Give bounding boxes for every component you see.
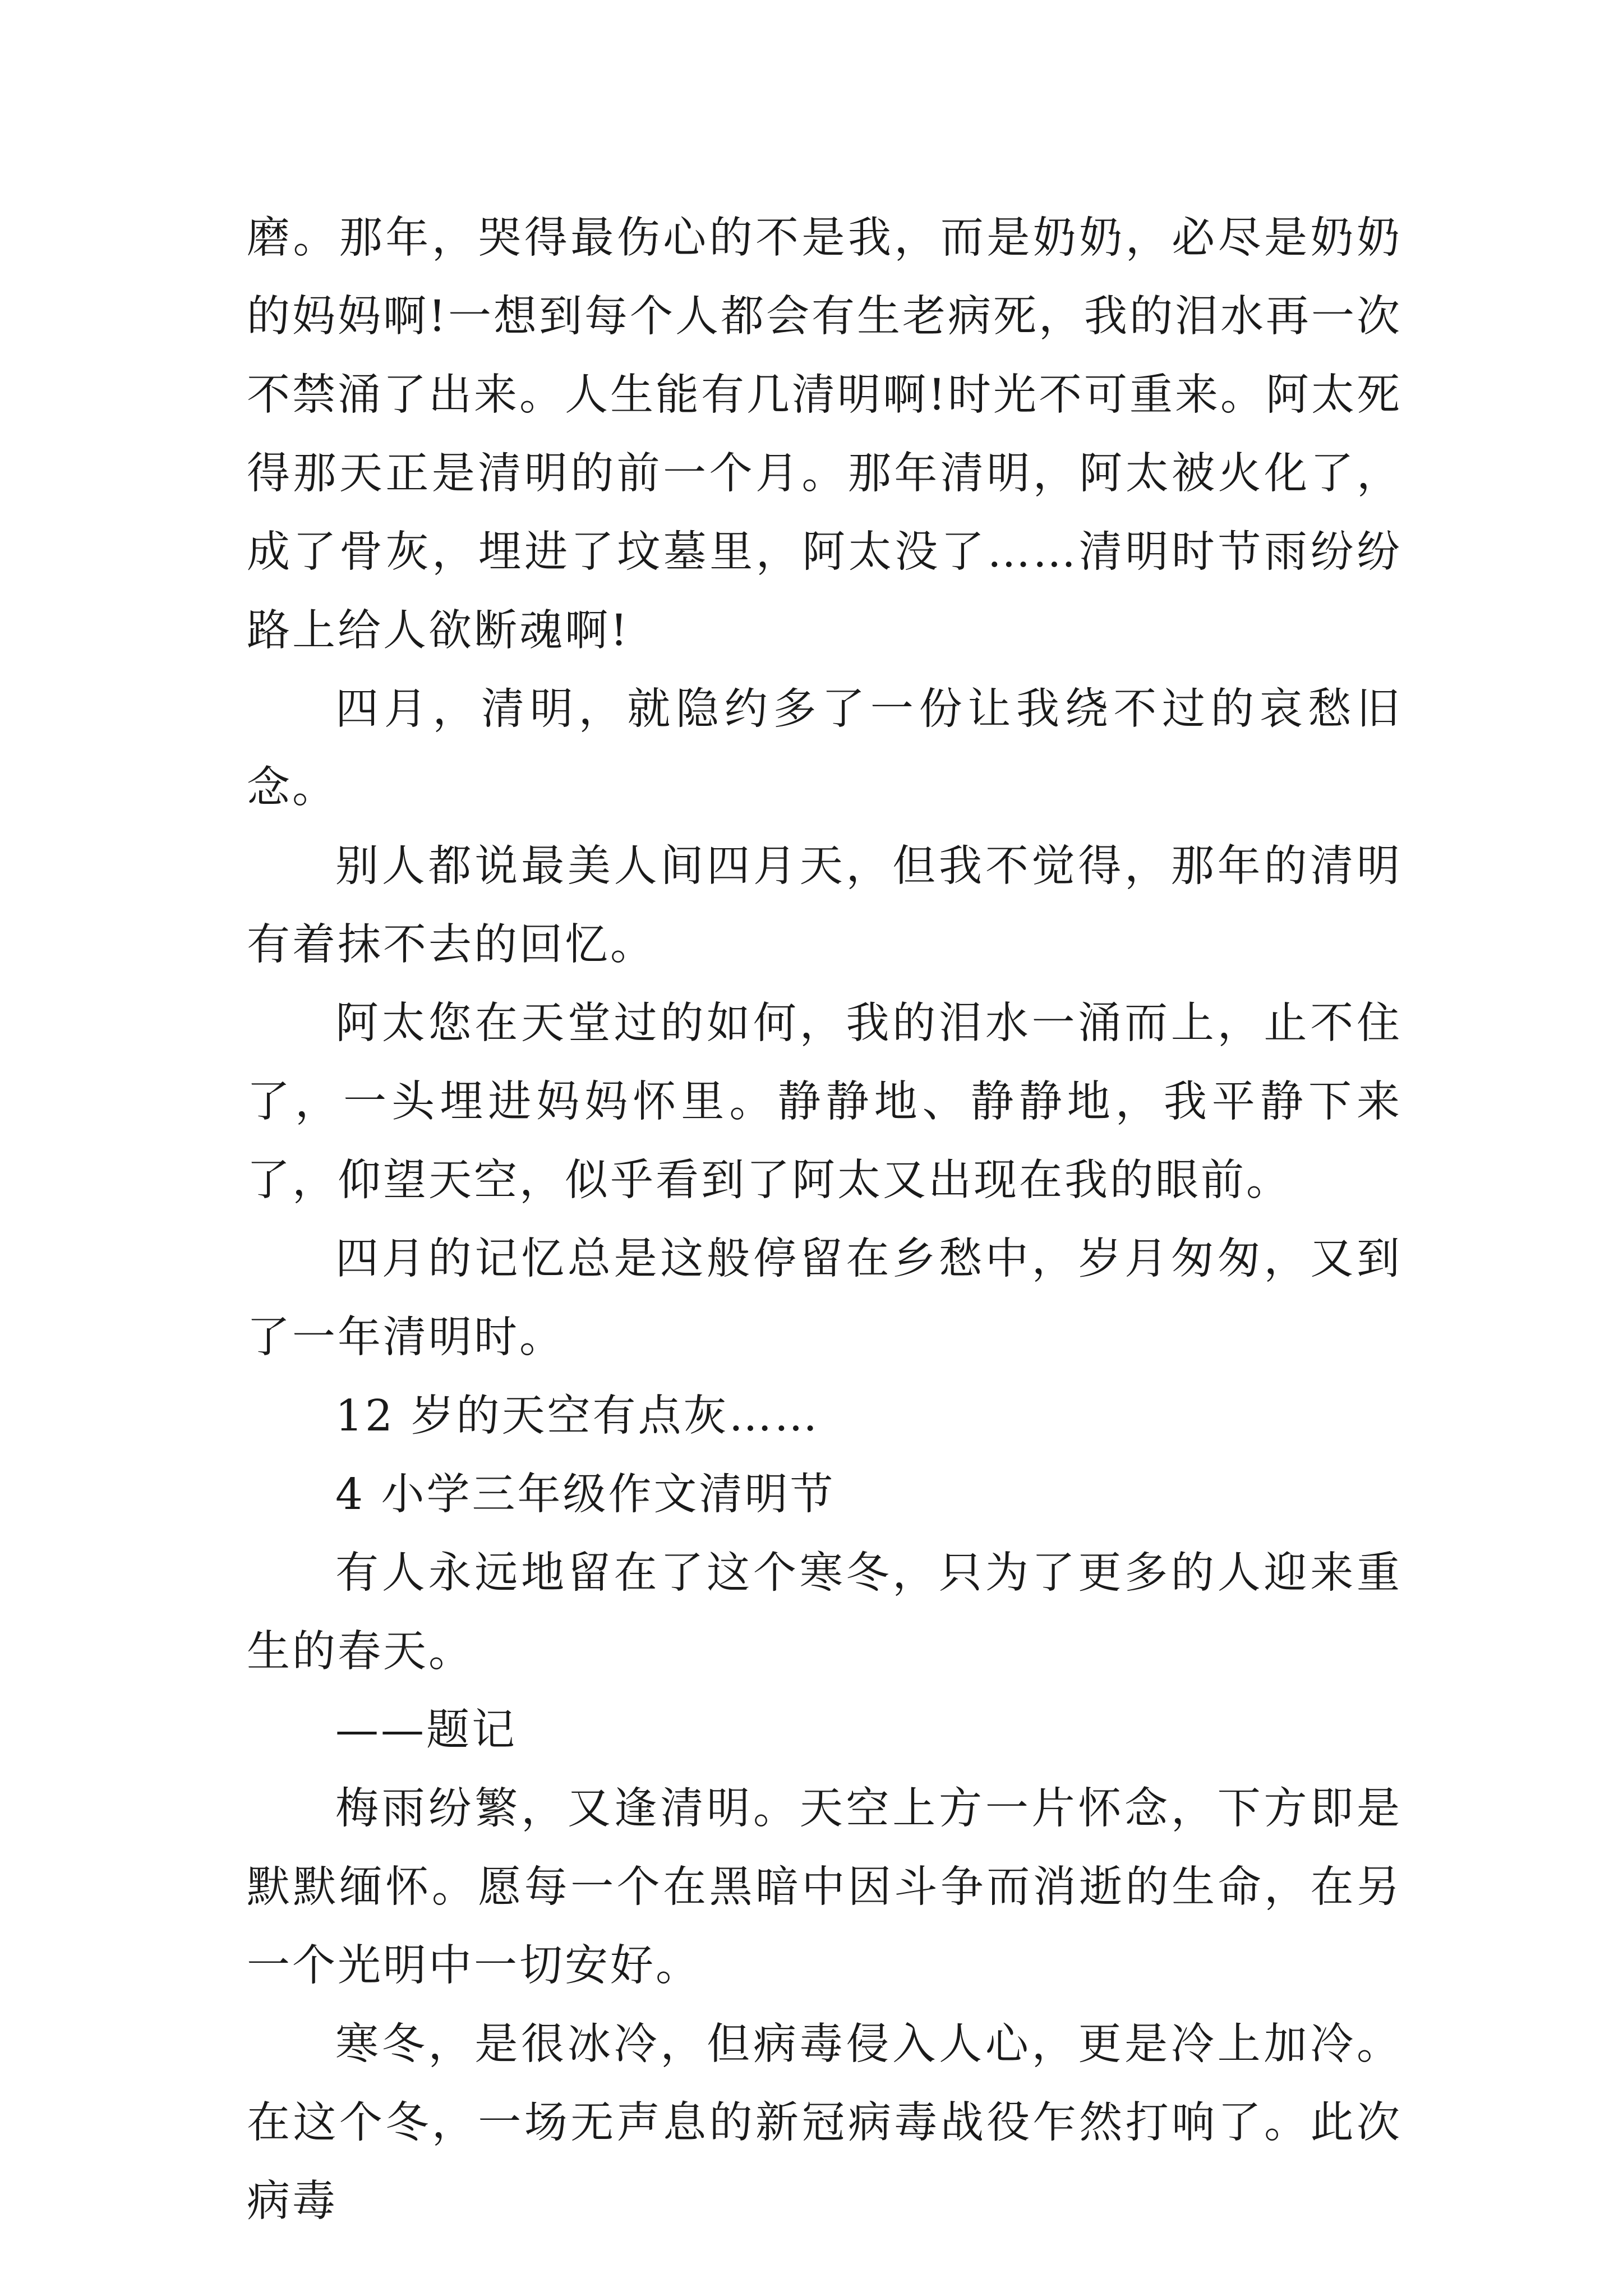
paragraph: 磨。那年，哭得最伤心的不是我，而是奶奶，必尽是奶奶的妈妈啊!一想到每个人都会有生老病死，我的泪水再一次不禁涌了出来。人生能有几清明啊!时光不可重来。阿太死得那天正是清明的前一个月。那年清明，阿太被火化了，成了骨灰，埋进了坟墓里，阿太没了……清明时节雨纷纷路上给人欲断魂啊! [247, 213, 1402, 656]
paragraph: 四月的记忆总是这般停留在乡愁中，岁月匆匆，又到了一年清明时。 [247, 1234, 1402, 1363]
paragraph: 有人永远地留在了这个寒冬，只为了更多的人迎来重生的春天。 [247, 1548, 1402, 1677]
paragraph: 别人都说最美人间四月天，但我不觉得，那年的清明有着抹不去的回忆。 [247, 841, 1402, 970]
paragraph: 梅雨纷繁，又逢清明。天空上方一片怀念，下方即是默默缅怀。愿每一个在黑暗中因斗争而消逝的生命，在另一个光明中一切安好。 [247, 1784, 1402, 1991]
document-body [247, 199, 1402, 2241]
paragraph: 阿太您在天堂过的如何，我的泪水一涌而上，止不住了，一头埋进妈妈怀里。静静地、静静地，我平静下来了，仰望天空，似乎看到了阿太又出现在我的眼前。 [247, 999, 1402, 1205]
epigraph-attribution: ——题记 [335, 1705, 517, 1755]
paragraph: 12 岁的天空有点灰…… [335, 1391, 820, 1441]
paragraph: 寒冬，是很冰冷，但病毒侵入人心，更是冷上加冷。在这个冬，一场无声息的新冠病毒战役乍然打响了。此次病毒 [247, 2019, 1402, 2226]
section-heading: 4 小学三年级作文清明节 [335, 1470, 836, 1520]
paragraph: 四月，清明，就隐约多了一份让我绕不过的哀愁旧念。 [247, 684, 1402, 813]
